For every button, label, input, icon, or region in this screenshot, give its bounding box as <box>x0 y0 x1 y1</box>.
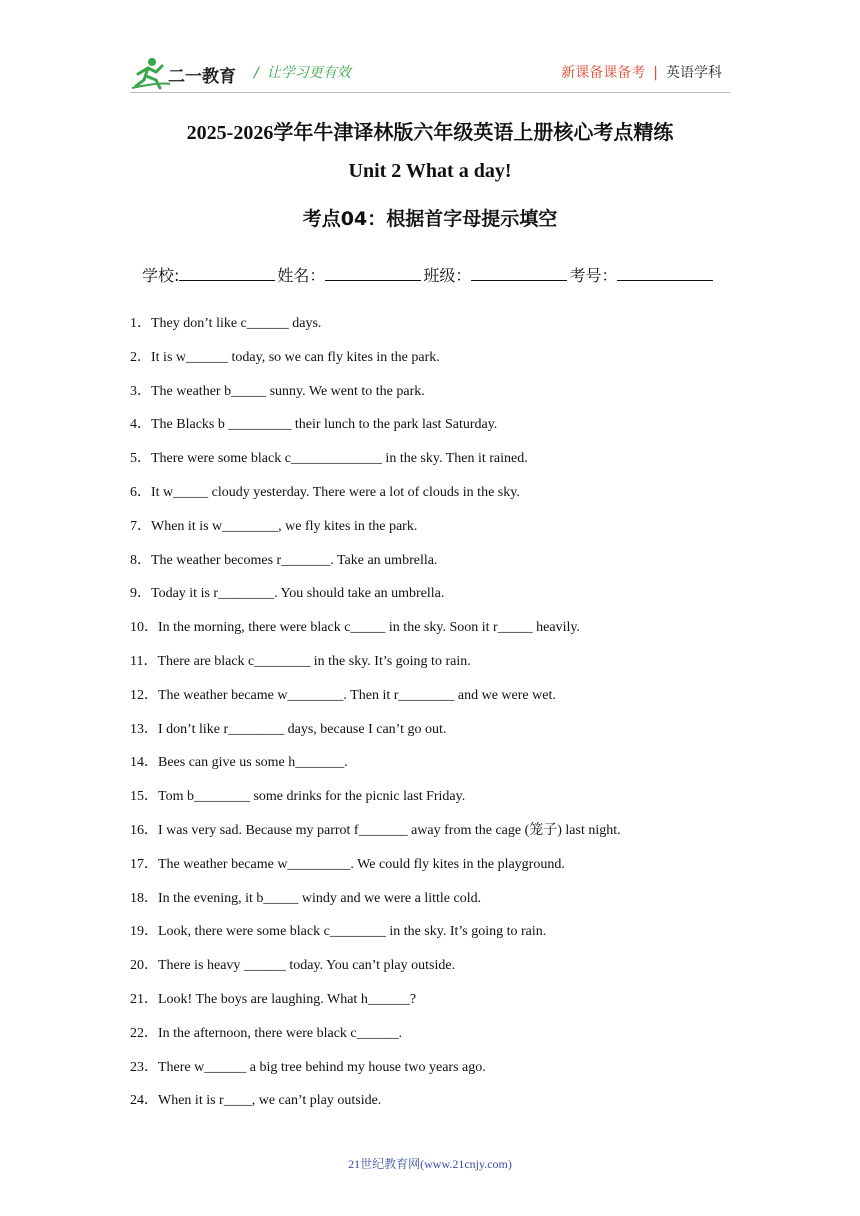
question-number: 12． <box>130 687 158 703</box>
question-text: There w______ a big tree behind my house two years ago. <box>158 1059 486 1075</box>
student-info-line <box>142 263 715 286</box>
question-item <box>130 483 730 517</box>
question-text: Tom b________ some drinks for the picnic last Friday. <box>158 789 466 805</box>
question-number: 9． <box>130 586 151 602</box>
question-item <box>130 618 730 652</box>
question-text: Look, there were some black c________ in the sky. It’s going to rain. <box>158 924 547 940</box>
question-text: It w_____ cloudy yesterday. There were a lot of clouds in the sky. <box>151 484 520 500</box>
question-number: 16． <box>130 822 158 838</box>
question-number: 19． <box>130 924 158 940</box>
exam-number-field[interactable] <box>617 266 713 281</box>
question-text: There is heavy ______ today. You can’t play outside. <box>158 958 456 974</box>
question-item <box>130 314 730 348</box>
question-number: 3． <box>130 383 151 399</box>
question-number: 21． <box>130 991 158 1007</box>
question-text: The weather became w_________. We could fly kites in the playground. <box>158 856 565 872</box>
question-item <box>130 415 730 449</box>
question-number: 6． <box>130 484 151 500</box>
question-text: The Blacks b _________ their lunch to the park last Saturday. <box>151 417 498 433</box>
question-text: There are black c________ in the sky. It’s going to rain. <box>157 653 471 669</box>
question-text: In the evening, it b_____ windy and we were a little cold. <box>158 890 482 906</box>
class-label: 班级： <box>423 266 472 285</box>
slogan-text: 让学习更有效 <box>266 65 351 81</box>
question-item <box>130 956 730 990</box>
exam-number-label: 考号： <box>569 266 618 285</box>
question-item <box>130 922 730 956</box>
topic-title: 考点04：根据首字母提示填空 <box>302 208 558 230</box>
question-number: 7． <box>130 518 151 534</box>
name-label: 姓名： <box>277 266 326 285</box>
question-number: 2． <box>130 349 151 365</box>
school-label: 学校: <box>142 266 180 285</box>
question-number: 23． <box>130 1059 158 1075</box>
question-item <box>130 652 730 686</box>
question-text: Today it is r________. You should take an umbrella. <box>151 586 445 602</box>
question-text: It is w______ today, so we can fly kites in the park. <box>151 349 440 365</box>
question-item <box>130 1024 730 1058</box>
question-item <box>130 551 730 585</box>
question-text: When it is r____, we can’t play outside. <box>158 1093 382 1109</box>
question-item <box>130 753 730 787</box>
question-item <box>130 821 730 855</box>
slogan: / 让学习更有效 <box>254 65 351 81</box>
question-number: 22． <box>130 1025 158 1041</box>
header-divider <box>130 92 730 93</box>
question-text: When it is w________, we fly kites in the park. <box>151 518 418 534</box>
question-item <box>130 1058 730 1092</box>
question-number: 1． <box>130 316 151 331</box>
question-number: 20． <box>130 958 158 974</box>
question-item <box>130 449 730 483</box>
question-number: 13． <box>130 721 158 737</box>
question-number: 15． <box>130 789 158 805</box>
question-number: 24． <box>130 1093 158 1109</box>
class-field[interactable] <box>471 266 567 281</box>
question-number: 14． <box>130 755 158 771</box>
question-item <box>130 348 730 382</box>
page-header <box>130 52 730 92</box>
name-field[interactable] <box>325 266 421 281</box>
logo-icon <box>130 54 242 92</box>
question-text: Bees can give us some h_______. <box>158 755 348 771</box>
question-number: 10． <box>130 620 158 636</box>
unit-title: Unit 2 What a day! <box>348 160 512 182</box>
question-item <box>130 517 730 551</box>
question-text: I don’t like r________ days, because I can’t go out. <box>158 721 447 737</box>
question-item <box>130 382 730 416</box>
question-number: 18． <box>130 890 158 906</box>
question-text: The weather became w________. Then it r________ and we were wet. <box>158 687 556 703</box>
question-number: 5． <box>130 451 151 467</box>
brand-text: 新课备课备考 <box>561 65 646 81</box>
school-field[interactable] <box>179 266 275 281</box>
question-text: Look! The boys are laughing. What h______? <box>158 991 417 1007</box>
question-text: In the afternoon, there were black c______. <box>158 1025 403 1041</box>
question-text: I was very sad. Because my parrot f_______ away from the cage (笼子) last night. <box>158 822 621 838</box>
question-text: In the morning, there were black c_____ in the sky. Soon it r_____ heavily. <box>158 620 580 636</box>
question-item <box>130 584 730 618</box>
question-number: 4． <box>130 417 151 433</box>
question-item <box>130 990 730 1024</box>
question-item <box>130 1091 730 1125</box>
question-item <box>130 889 730 923</box>
question-list <box>130 314 730 1125</box>
question-text: The weather becomes r_______. Take an umbrella. <box>151 552 438 568</box>
question-number: 8． <box>130 552 151 568</box>
header-separator: | <box>653 65 658 81</box>
question-item <box>130 855 730 889</box>
doc-title: 2025-2026学年牛津译林版六年级英语上册核心考点精练 <box>186 122 674 144</box>
question-item <box>130 787 730 821</box>
question-item <box>130 720 730 754</box>
subject-text: 英语学科 <box>666 65 722 81</box>
question-number: 11． <box>130 653 158 669</box>
page-footer: 21世纪教育网(www.21cnjy.com) <box>348 1157 512 1171</box>
logo-text: 二一教育 <box>168 67 236 87</box>
question-text: There were some black c_____________ in the sky. Then it rained. <box>151 451 528 467</box>
question-text: The weather b_____ sunny. We went to the park. <box>151 383 425 399</box>
question-text: They don’t like c______ days. <box>151 316 322 331</box>
question-item <box>130 686 730 720</box>
header-right <box>561 62 722 82</box>
question-number: 17． <box>130 856 158 872</box>
